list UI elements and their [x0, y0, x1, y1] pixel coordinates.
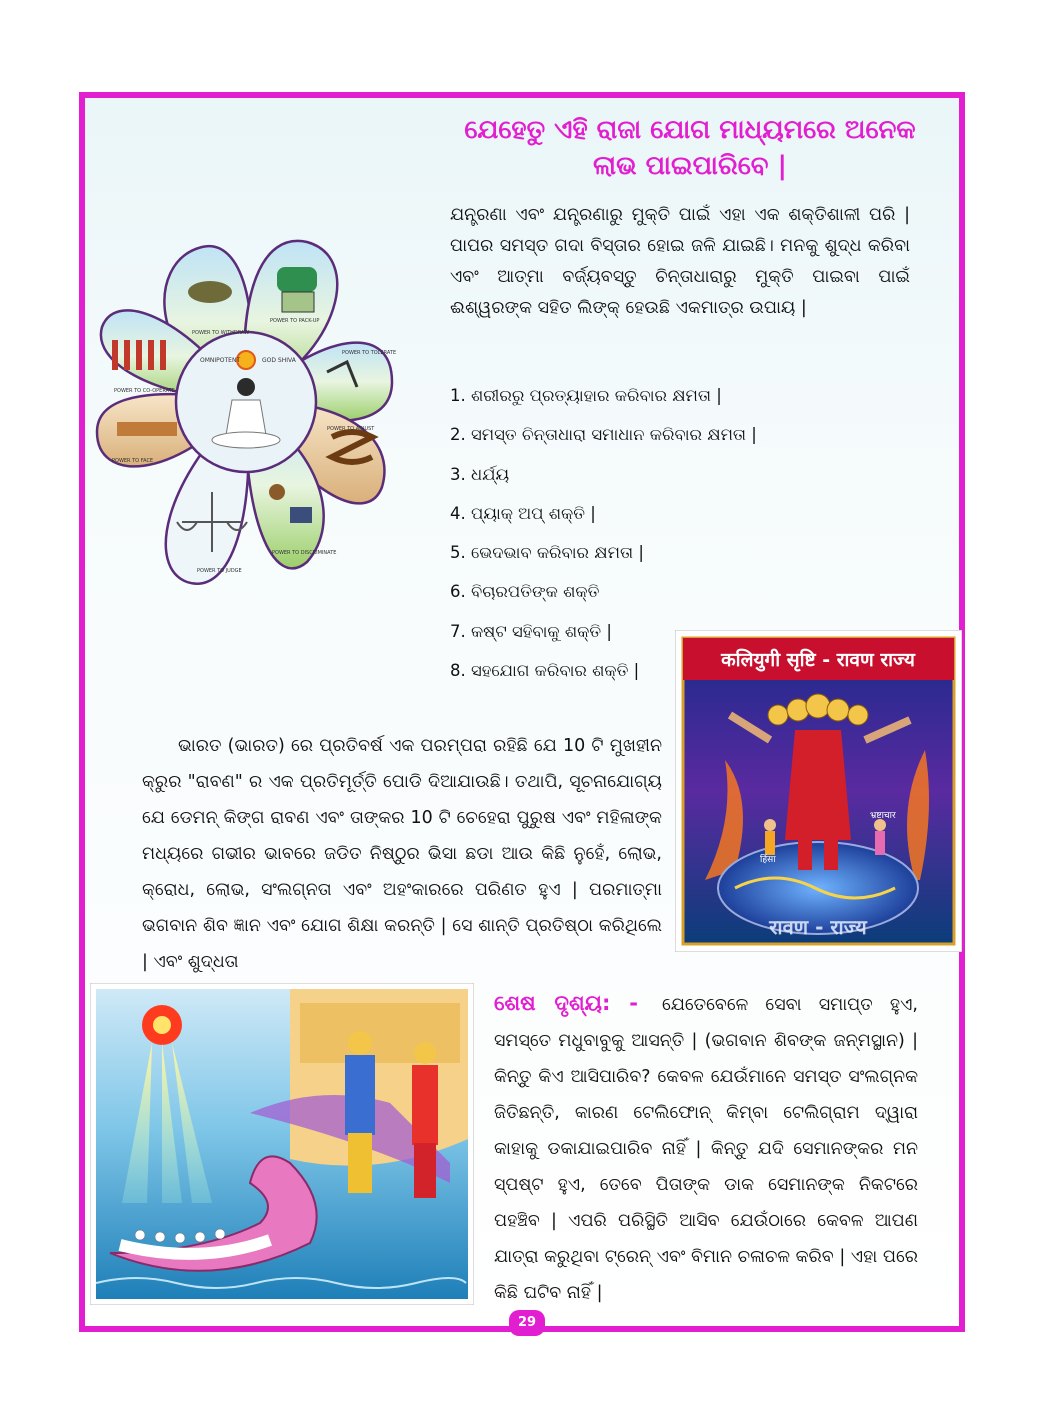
petal-label-cooperate: POWER TO CO-OPERATE: [114, 388, 175, 394]
page-number: 29: [509, 1310, 545, 1336]
list-item: 3. ଧର୍ଯ୍ୟ: [450, 464, 510, 484]
poster-label-left: हिंसा: [760, 855, 776, 865]
ravana-paragraph: ଭାରତ (ଭାରତ) ରେ ପ୍ରତିବର୍ଷ ଏକ ପରମ୍ପରା ରହିଛି ଯେ 10 ଟି ମୁଖହୀନ କ୍ରୁର "ରାବଣ" ର ଏକ ପ୍ରତିମୂର୍ତ୍ତି ପୋଡି ଦିଆଯାଉଛି। ତଥାପି, ସୂଚନାଯୋଗ୍ୟ ଯେ ଡେମନ୍ କିଙ୍ଗ ରାବଣ ଏବଂ ତାଙ୍କର 10 ଟି ଚେହେରା ପୁରୁଷ ଏବଂ ମହିଳାଙ୍କ ମଧ୍ୟରେ ଗଭୀର ଭାବରେ ଜଡିତ ନିଷ୍ଠୁର ଭିସା ଛଡା ଆଉ କିଛି ନୁହେଁ, ଲୋଭ, କ୍ରୋଧ, ଲୋଭ, ସଂଲଗ୍ନତା ଏବଂ ଅହଂକାରରେ ପରିଣତ ହୁଏ | ପରମାତ୍ମା ଭଗବାନ ଶିବ ଜ୍ଞାନ ଏବଂ ଯୋଗ ଶିକ୍ଷା କରନ୍ତି | ସେ ଶାନ୍ତି ପ୍ରତିଷ୍ଠା କରିଥିଲେ | ଏବଂ ଶୁଦ୍ଧତା: [142, 736, 662, 972]
petal-label-judge: POWER TO JUDGE: [197, 568, 242, 574]
center-label-god-shiva: GOD SHIVA: [262, 357, 296, 364]
list-item: 2. ସମସ୍ତ ଚିନ୍ତାଧାରା ସମାଧାନ କରିବାର କ୍ଷମତା |: [450, 425, 757, 445]
poster-title: कलियुगी सृष्टि - रावण राज्य: [721, 649, 915, 671]
page-heading: ଯେହେତୁ ଏହି ରାଜା ଯୋଗ ମାଧ୍ୟମରେ ଅନେକ ଲାଭ ପାଇପାରିବେ |: [464, 115, 916, 181]
petal-label-face: POWER TO FACE: [112, 458, 154, 464]
petal-label-adjust: POWER TO ADJUST: [327, 426, 375, 432]
list-item: 4. ପ୍ୟାକ୍ ଅପ୍ ଶକ୍ତି |: [450, 503, 596, 523]
ravan-rajya-poster: [675, 630, 962, 952]
list-item: 6. ବିଚାରପତିଙ୍କ ଶକ୍ତି: [450, 582, 600, 602]
eight-powers-flower-illustration: [92, 222, 400, 600]
petal-label-withdraw: POWER TO WITHDRAW: [192, 330, 250, 336]
center-label-omnipotent: OMNIPOTENT: [200, 357, 241, 364]
list-item: 5. ଭେଦଭାବ କରିବାର କ୍ଷମତା |: [450, 543, 644, 563]
petal-label-discriminate: POWER TO DISCRIMINATE: [272, 550, 337, 556]
list-item: 7. କଷ୍ଟ ସହିବାକୁ ଶକ୍ତି |: [450, 621, 612, 641]
final-scene-label: ଶେଷ ଦୃଶ୍ୟ: -: [494, 991, 638, 1015]
intro-paragraph: ଯନ୍ତ୍ରଣା ଏବଂ ଯନ୍ତ୍ରଣାରୁ ମୁକ୍ତି ପାଇଁ ଏହା ଏକ ଶକ୍ତିଶାଳୀ ପରି | ପାପର ସମସ୍ତ ଗଦା ବିସ୍ତାର ହୋଇ ଜଳି ଯାଇଛି। ମନକୁ ଶୁଦ୍ଧ କରିବା ଏବଂ ଆତ୍ମା ବର୍ଜ୍ୟବସ୍ତୁ ଚିନ୍ତାଧାରାରୁ ମୁକ୍ତି ପାଇବା ପାଇଁ ଈଶ୍ୱରଙ୍କ ସହିତ ଲିଙ୍କ୍ ହେଉଛି ଏକମାତ୍ର ଉପାୟ |: [450, 205, 910, 318]
poster-label-right: भ्रष्टाचार: [870, 811, 896, 821]
final-scene-paragraph: ଶେଷ ଦୃଶ୍ୟ: - ଯେତେବେଳେ ସେବା ସମାପ୍ତ ହୁଏ, ସମସ୍ତେ ମଧୁବାବୁକୁ ଆସନ୍ତି | (ଭଗବାନ ଶିବଙ୍କ ଜନ୍ମସ୍ଥାନ) | କିନ୍ତୁ କିଏ ଆସିପାରିବ? କେବଳ ଯେଉଁମାନେ ସମସ୍ତ ସଂଲଗ୍ନକ ଜିତିଛନ୍ତି, କାରଣ ଟେଲିଫୋନ୍ କିମ୍ବା ଟେଲିଗ୍ରାମ ଦ୍ୱାରା କାହାକୁ ଡକାଯାଇପାରିବ ନାହିଁ | କିନ୍ତୁ ଯଦି ସେମାନଙ୍କର ମନ ସ୍ପଷ୍ଟ ହୁଏ, ତେବେ ପିତାଙ୍କ ଡାକ ସେମାନଙ୍କ ନିକଟରେ ପହଞ୍ଚିବ | ଏପରି ପରିସ୍ଥିତି ଆସିବ ଯେଉଁଠାରେ କେବଳ ଆପଣ ଯାତ୍ରା କରୁଥିବା ଟ୍ରେନ୍ ଏବଂ ବିମାନ ଚଳାଚଳ କରିବ | ଏହା ପରେ କିଛି ଘଟିବ ନାହିଁ |: [494, 991, 918, 1303]
list-item: 1. ଶରୀରରୁ ପ୍ରତ୍ୟାହାର କରିବାର କ୍ଷମତା |: [450, 386, 722, 405]
petal-label-pack-up: POWER TO PACK-UP: [270, 318, 320, 324]
list-item: 8. ସହଯୋଗ କରିବାର ଶକ୍ତି |: [450, 661, 640, 681]
poster-footer: रावण - राज्य: [769, 915, 867, 939]
final-scene-illustration: [90, 983, 474, 1305]
petal-label-tolerate: POWER TO TOLERATE: [342, 350, 397, 356]
